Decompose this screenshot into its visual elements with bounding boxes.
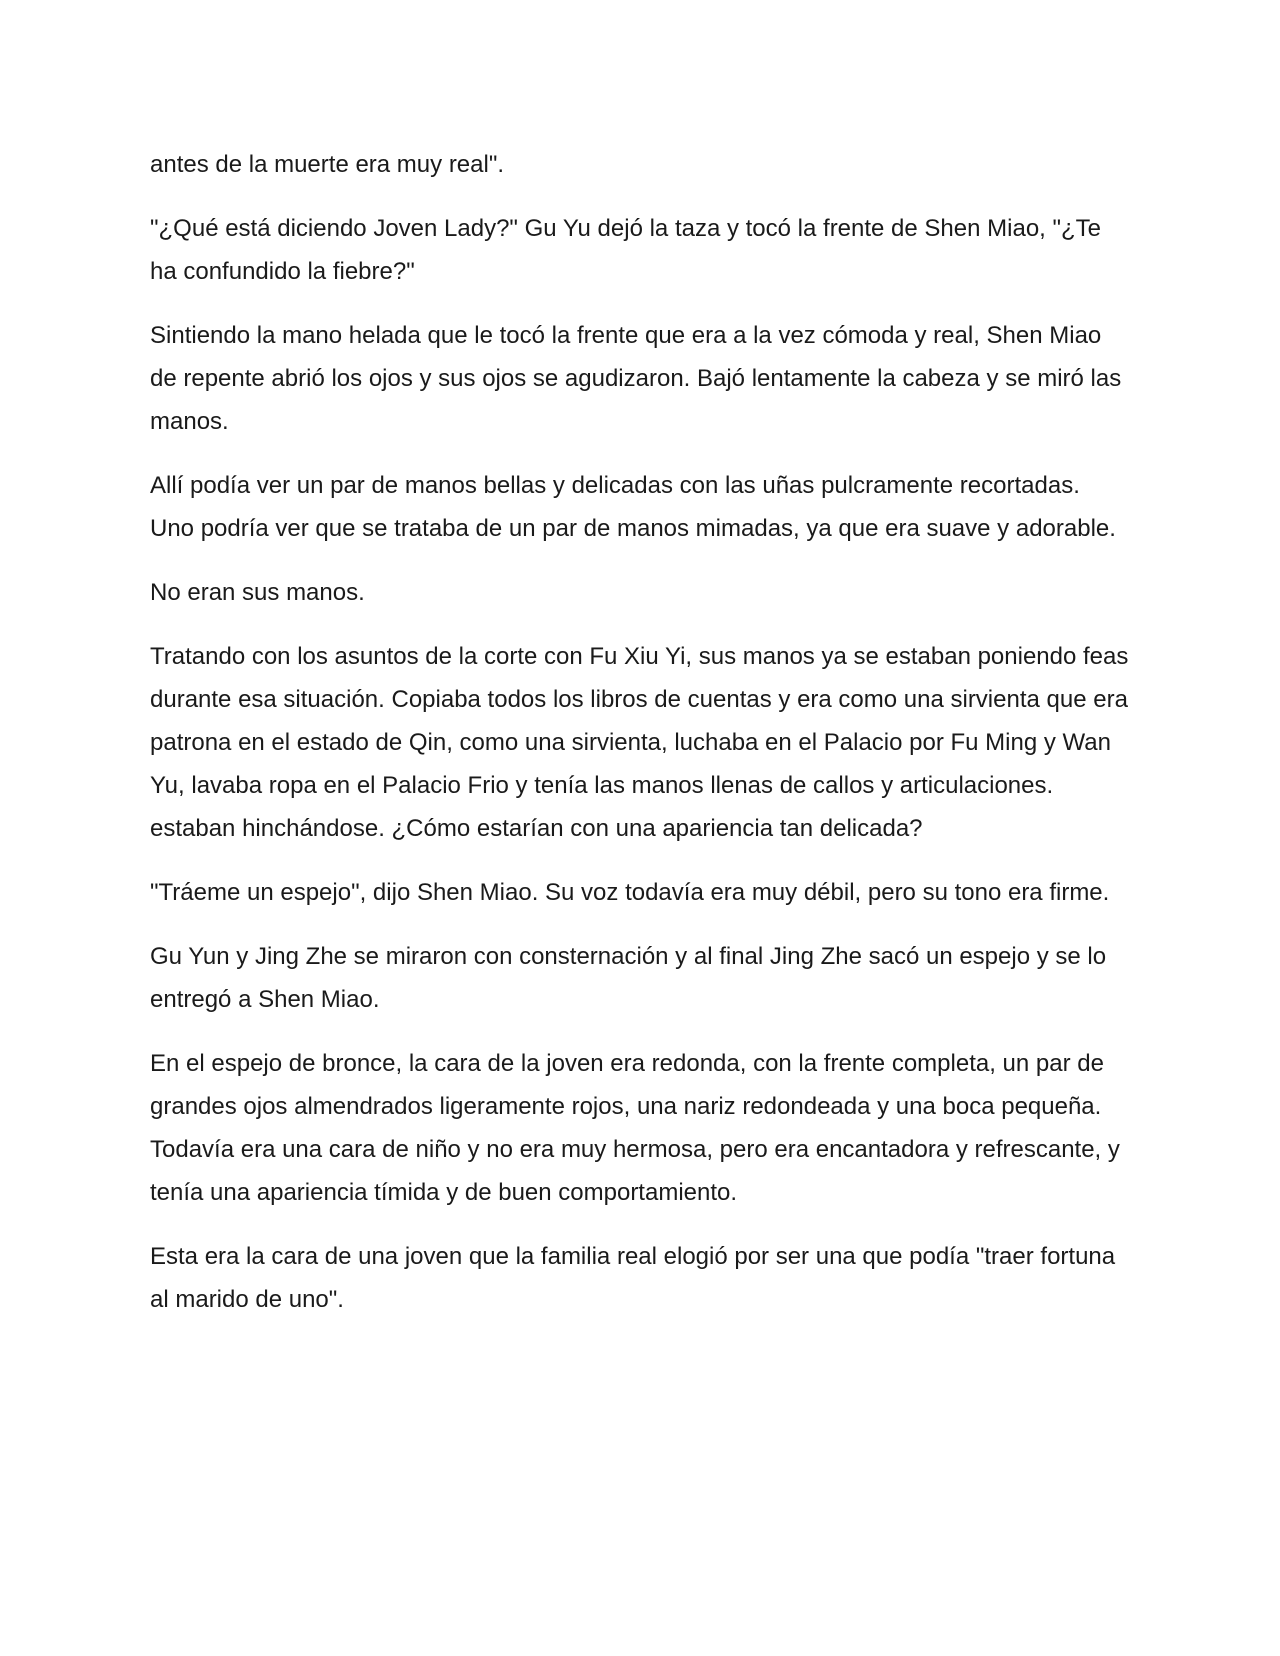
document-body [150,143,1130,1342]
paragraph-10: Esta era la cara de una joven que la familia real elogió por ser una que podía "traer fortuna al marido de uno". [150,1243,1116,1313]
paragraph-9: En el espejo de bronce, la cara de la joven era redonda, con la frente completa, un par de grandes ojos almendrados ligeramente rojos, una nariz redondeada y una boca pequeña. Todavía era una cara de niño y no era muy hermosa, pero era encantadora y refrescante, y tenía una apariencia tímida y de buen comportamiento. [150,1050,1120,1206]
paragraph-1: antes de la muerte era muy real". [150,151,505,178]
paragraph-2: "¿Qué está diciendo Joven Lady?" Gu Yu dejó la taza y tocó la frente de Shen Miao, "¿Te ha confundido la fiebre?" [150,215,1102,285]
paragraph-7: "Tráeme un espejo", dijo Shen Miao. Su voz todavía era muy débil, pero su tono era firme. [150,879,1110,906]
paragraph-8: Gu Yun y Jing Zhe se miraron con consternación y al final Jing Zhe sacó un espejo y se lo entregó a Shen Miao. [150,943,1107,1013]
paragraph-4: Allí podía ver un par de manos bellas y delicadas con las uñas pulcramente recortadas. Uno podría ver que se trataba de un par de manos mimadas, ya que era suave y adorable. [150,472,1116,542]
paragraph-3: Sintiendo la mano helada que le tocó la frente que era a la vez cómoda y real, Shen Miao de repente abrió los ojos y sus ojos se agudizaron. Bajó lentamente la cabeza y se miró las manos. [150,322,1122,435]
paragraph-5: No eran sus manos. [150,579,365,606]
paragraph-6: Tratando con los asuntos de la corte con Fu Xiu Yi, sus manos ya se estaban poniendo feas durante esa situación. Copiaba todos los libros de cuentas y era como una sirvienta que era patrona en el estado de Qin, como una sirvienta, luchaba en el Palacio por Fu Ming y Wan Yu, lavaba ropa en el Palacio Frio y tenía las manos llenas de callos y articulaciones. estaban hinchándose. ¿Cómo estarían con una apariencia tan delicada? [150,643,1129,842]
